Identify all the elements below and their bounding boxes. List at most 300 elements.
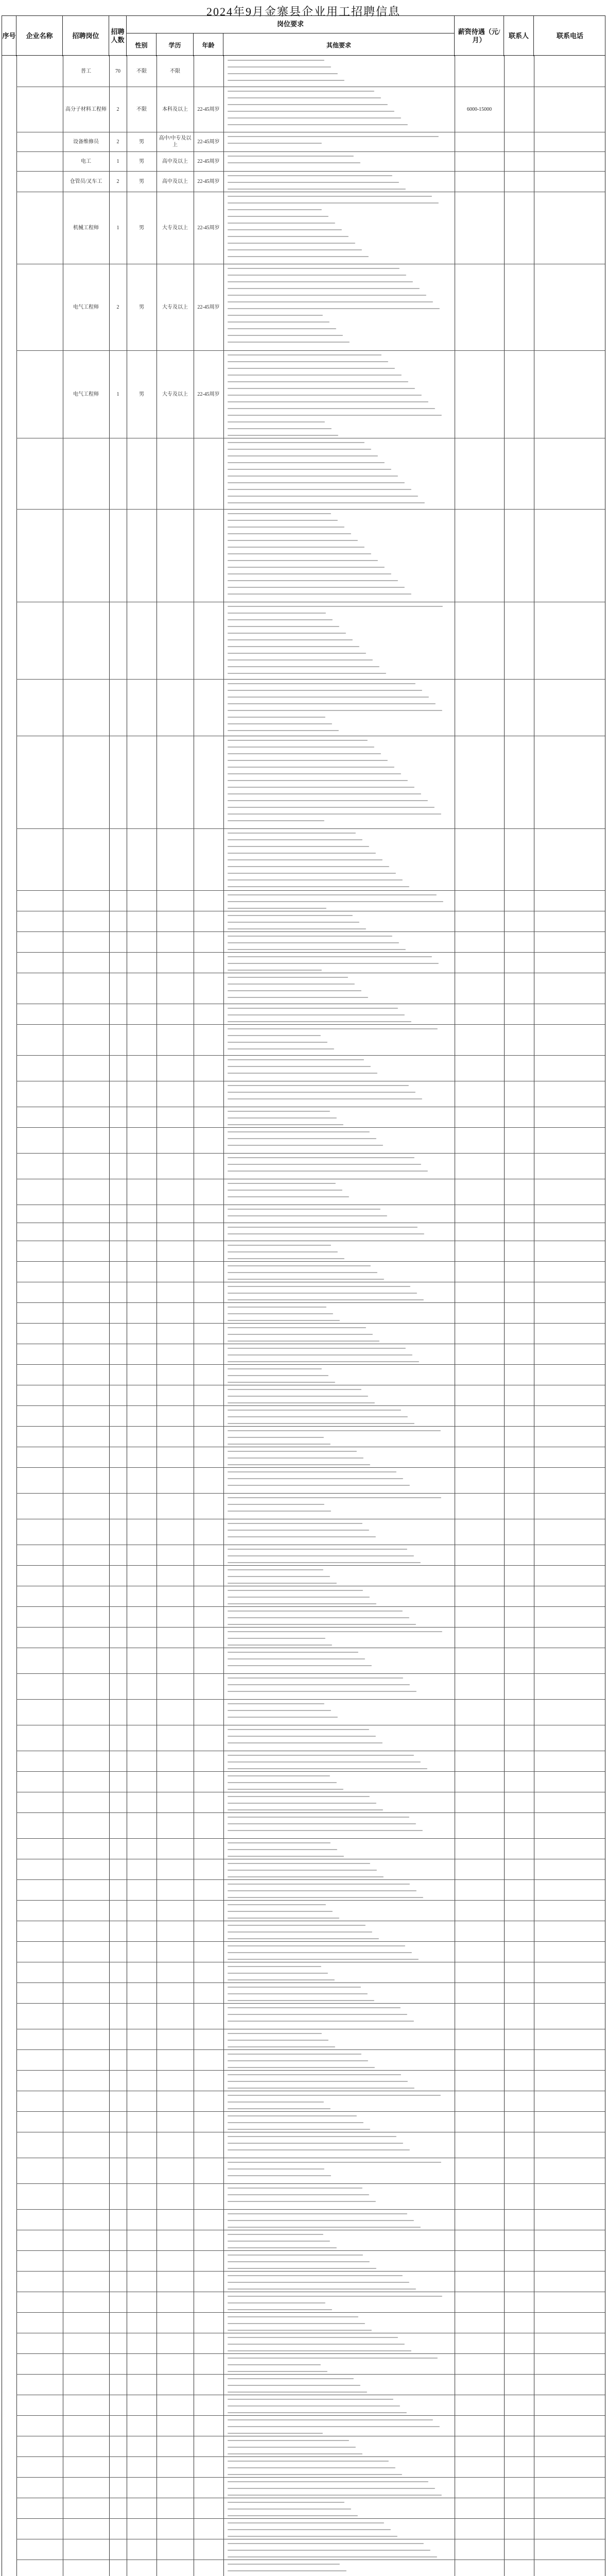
- text-stroke: [228, 587, 405, 588]
- row-divider: [16, 1699, 605, 1700]
- text-stroke: [228, 1993, 368, 1994]
- text-stroke: [228, 2344, 405, 2345]
- text-stroke: [228, 2405, 400, 2406]
- text-stroke: [228, 1863, 370, 1864]
- text-stroke: [228, 388, 415, 389]
- row-divider: [16, 1812, 605, 1813]
- text-stroke: [228, 1286, 410, 1287]
- text-stroke: [228, 814, 441, 815]
- row-divider: [16, 1127, 605, 1128]
- text-stroke: [228, 760, 388, 761]
- text-stroke: [228, 442, 365, 443]
- text-stroke: [228, 1014, 405, 1015]
- text-stroke: [228, 321, 329, 323]
- text-stroke: [228, 1775, 330, 1776]
- text-stroke: [228, 1361, 419, 1362]
- header-other: 其他要求: [223, 33, 455, 56]
- text-stroke: [228, 1742, 383, 1743]
- text-stroke: [228, 553, 371, 554]
- row-divider: [16, 1055, 605, 1056]
- table-row-position: 设备维修员: [73, 139, 99, 145]
- text-stroke: [228, 2115, 357, 2116]
- text-stroke: [228, 613, 326, 614]
- row-divider: [16, 2374, 605, 2375]
- table-row-count: 1: [116, 225, 119, 231]
- text-stroke: [228, 2399, 393, 2400]
- text-stroke: [228, 476, 398, 477]
- text-stroke: [228, 2122, 363, 2123]
- table-row-education: 不限: [170, 68, 180, 74]
- text-stroke: [228, 1931, 372, 1933]
- text-stroke: [228, 2194, 369, 2195]
- text-stroke: [228, 1652, 358, 1653]
- text-stroke: [228, 633, 346, 634]
- text-stroke: [228, 2234, 323, 2235]
- text-stroke: [228, 1842, 331, 1843]
- text-stroke: [228, 1478, 403, 1479]
- text-stroke: [228, 2453, 362, 2454]
- text-stroke: [228, 1569, 323, 1570]
- text-stroke: [228, 2289, 416, 2290]
- text-stroke: [228, 381, 408, 382]
- text-stroke: [228, 1617, 409, 1618]
- table-row-education: 大专及以上: [162, 225, 188, 231]
- table-row-position: 电工: [81, 158, 91, 164]
- text-stroke: [228, 1451, 357, 1452]
- text-stroke: [228, 2522, 384, 2523]
- text-stroke: [228, 2129, 370, 2130]
- text-stroke: [228, 1530, 369, 1531]
- text-stroke: [228, 209, 322, 210]
- text-stroke: [228, 970, 322, 971]
- text-stroke: [228, 1348, 406, 1349]
- text-stroke: [228, 1782, 337, 1783]
- text-stroke: [228, 820, 324, 821]
- text-stroke: [228, 673, 386, 674]
- text-stroke: [228, 928, 366, 929]
- text-stroke: [228, 646, 359, 647]
- header-position: 招聘岗位: [63, 16, 109, 56]
- text-stroke: [228, 1233, 424, 1234]
- row-divider: [16, 2070, 605, 2071]
- text-stroke: [228, 527, 344, 528]
- text-stroke: [228, 236, 349, 237]
- row-divider: [16, 1364, 605, 1365]
- text-stroke: [228, 1437, 324, 1438]
- text-stroke: [228, 1098, 422, 1099]
- text-stroke: [228, 1423, 414, 1424]
- text-stroke: [228, 619, 333, 620]
- row-divider: [16, 2353, 605, 2354]
- text-stroke: [228, 1389, 361, 1390]
- text-stroke: [228, 2550, 430, 2551]
- table-row-position: 仓管员/叉车工: [70, 178, 102, 184]
- text-stroke: [228, 182, 399, 183]
- text-stroke: [228, 275, 406, 276]
- header-age: 年龄: [194, 33, 223, 56]
- text-stroke: [228, 2570, 346, 2571]
- row-divider: [16, 2003, 605, 2004]
- header-salary: 薪资待遇（元/月）: [455, 16, 504, 56]
- text-stroke: [228, 2515, 358, 2516]
- text-stroke: [228, 2220, 414, 2221]
- text-stroke: [228, 1111, 330, 1112]
- text-stroke: [228, 1444, 331, 1445]
- text-stroke: [228, 2316, 358, 2317]
- text-stroke: [228, 666, 379, 667]
- text-stroke: [228, 1925, 366, 1926]
- text-stroke: [228, 2392, 367, 2393]
- text-stroke: [228, 2021, 414, 2022]
- text-stroke: [228, 482, 405, 483]
- text-stroke: [228, 1028, 438, 1029]
- text-stroke: [228, 256, 369, 257]
- text-stroke: [228, 1354, 412, 1355]
- text-stroke: [228, 1590, 363, 1591]
- text-stroke: [228, 1603, 376, 1604]
- text-stroke: [228, 156, 354, 157]
- text-stroke: [228, 1710, 331, 1711]
- text-stroke: [228, 997, 368, 998]
- text-stroke: [228, 533, 351, 534]
- text-stroke: [228, 853, 376, 854]
- text-stroke: [228, 683, 415, 684]
- text-stroke: [228, 1555, 414, 1556]
- table-row-gender: 男: [139, 391, 144, 397]
- column-divider: [223, 56, 224, 2576]
- text-stroke: [228, 428, 332, 429]
- text-stroke: [228, 1320, 340, 1321]
- text-stroke: [228, 301, 433, 302]
- text-stroke: [228, 1171, 428, 1172]
- text-stroke: [228, 807, 435, 808]
- text-stroke: [228, 1265, 371, 1266]
- text-stroke: [228, 901, 443, 902]
- text-stroke: [228, 1066, 371, 1067]
- text-stroke: [228, 2536, 397, 2537]
- text-stroke: [228, 879, 403, 880]
- text-stroke: [228, 659, 373, 660]
- table-row-age: 22-45周岁: [197, 106, 220, 112]
- text-stroke: [228, 2564, 340, 2565]
- text-stroke: [228, 136, 439, 137]
- text-stroke: [228, 513, 331, 514]
- text-stroke: [228, 2074, 401, 2075]
- text-stroke: [228, 1117, 337, 1118]
- table-row-count: 1: [116, 391, 119, 397]
- text-stroke: [228, 1849, 337, 1850]
- text-stroke: [228, 1890, 417, 1891]
- text-stroke: [228, 740, 368, 741]
- text-stroke: [228, 1809, 383, 1810]
- table-row-education: 高中及以上: [162, 158, 188, 164]
- text-stroke: [228, 1918, 339, 1919]
- text-stroke: [228, 1761, 421, 1762]
- table-row-gender: 男: [139, 158, 144, 164]
- text-stroke: [228, 162, 360, 163]
- text-stroke: [228, 2108, 331, 2109]
- text-stroke: [228, 1008, 398, 1009]
- text-stroke: [228, 1796, 370, 1797]
- text-stroke: [228, 2412, 407, 2413]
- row-divider: [16, 1323, 605, 1324]
- text-stroke: [228, 91, 374, 92]
- text-stroke: [228, 1497, 441, 1498]
- text-stroke: [228, 1717, 338, 1718]
- header-contact: 联系人: [504, 16, 534, 56]
- text-stroke: [228, 2060, 368, 2061]
- text-stroke: [228, 223, 335, 224]
- text-stroke: [228, 2268, 376, 2269]
- text-stroke: [228, 1823, 416, 1824]
- text-stroke: [228, 455, 378, 456]
- text-stroke: [228, 747, 374, 748]
- text-stroke: [228, 401, 428, 402]
- text-stroke: [228, 710, 442, 711]
- text-stroke: [228, 415, 442, 416]
- table-row-salary: 6000-15000: [466, 106, 492, 112]
- text-stroke: [228, 354, 381, 355]
- text-stroke: [228, 703, 436, 704]
- row-divider: [16, 1941, 605, 1942]
- text-stroke: [228, 1511, 331, 1512]
- text-stroke: [228, 268, 400, 269]
- text-stroke: [228, 1138, 376, 1139]
- text-stroke: [228, 2261, 370, 2262]
- text-stroke: [228, 1768, 427, 1769]
- text-stroke: [228, 2241, 330, 2242]
- text-stroke: [228, 1789, 343, 1790]
- text-stroke: [228, 2168, 324, 2170]
- text-stroke: [228, 2419, 433, 2420]
- text-stroke: [228, 606, 443, 607]
- text-stroke: [228, 653, 366, 654]
- row-divider: [16, 1302, 605, 1303]
- header-requirements: 岗位要求: [127, 16, 455, 33]
- column-divider: [504, 56, 505, 2576]
- text-stroke: [228, 1042, 327, 1043]
- table-row-count: 70: [115, 68, 120, 74]
- text-stroke: [228, 2481, 428, 2482]
- text-stroke: [228, 1164, 421, 1165]
- row-divider: [16, 1879, 605, 1880]
- table-row-age: 22-45周岁: [197, 139, 220, 145]
- text-stroke: [228, 567, 385, 568]
- text-stroke: [228, 2467, 395, 2468]
- text-stroke: [228, 2247, 337, 2248]
- text-stroke: [228, 1536, 376, 1537]
- text-stroke: [228, 1703, 324, 1704]
- text-stroke: [228, 1549, 407, 1550]
- text-stroke: [228, 915, 353, 916]
- table-row-age: 22-45周岁: [197, 178, 220, 184]
- text-stroke: [228, 335, 343, 336]
- text-stroke: [228, 1987, 361, 1988]
- text-stroke: [228, 143, 322, 144]
- text-stroke: [228, 1684, 410, 1685]
- text-stroke: [228, 1145, 383, 1146]
- text-stroke: [228, 547, 365, 548]
- text-stroke: [228, 787, 414, 788]
- text-stroke: [228, 342, 350, 343]
- header-education: 学历: [157, 33, 194, 56]
- text-stroke: [228, 435, 338, 436]
- text-stroke: [228, 361, 388, 362]
- row-divider: [16, 2477, 605, 2478]
- document-title: 2024年9月金寨县企业用工招聘信息: [206, 5, 401, 18]
- row-divider: [16, 1606, 605, 1607]
- row-divider: [16, 952, 605, 953]
- text-stroke: [228, 1334, 373, 1335]
- text-stroke: [228, 2000, 374, 2001]
- table-row-gender: 男: [139, 178, 144, 184]
- text-stroke: [228, 1190, 342, 1191]
- table-row-age: 22-45周岁: [197, 158, 220, 164]
- text-stroke: [228, 1227, 418, 1228]
- text-stroke: [228, 2014, 407, 2015]
- text-stroke: [228, 990, 361, 991]
- row-divider: [16, 1627, 605, 1628]
- text-stroke: [228, 1157, 414, 1158]
- row-divider: [16, 828, 605, 829]
- text-stroke: [228, 1307, 326, 1308]
- table-row-education: 高中及以上: [162, 178, 188, 184]
- text-stroke: [228, 117, 401, 118]
- text-stroke: [228, 1085, 409, 1086]
- row-divider: [16, 1673, 605, 1674]
- row-divider: [16, 151, 605, 152]
- text-stroke: [228, 315, 323, 316]
- text-stroke: [228, 196, 432, 197]
- text-stroke: [228, 626, 339, 627]
- text-stroke: [228, 1430, 441, 1431]
- text-stroke: [228, 2495, 442, 2496]
- row-divider: [16, 679, 605, 680]
- row-divider: [16, 2183, 605, 2184]
- text-stroke: [228, 1645, 332, 1646]
- table-row-position: 机械工程师: [73, 225, 99, 231]
- text-stroke: [228, 717, 325, 718]
- text-stroke: [228, 1073, 377, 1074]
- text-stroke: [228, 2371, 327, 2372]
- text-stroke: [228, 1021, 411, 1022]
- text-stroke: [228, 1576, 330, 1577]
- table-row-education: 大专及以上: [162, 304, 188, 310]
- text-stroke: [228, 66, 331, 67]
- text-stroke: [228, 730, 339, 731]
- text-stroke: [228, 540, 358, 541]
- text-stroke: [228, 573, 391, 574]
- text-stroke: [228, 2426, 440, 2427]
- header-phone: 联系电话: [556, 31, 583, 40]
- text-stroke: [228, 753, 381, 754]
- text-stroke: [228, 2054, 361, 2055]
- text-stroke: [228, 1876, 384, 1877]
- header-index: 序号: [2, 16, 16, 56]
- text-stroke: [228, 2337, 398, 2338]
- text-stroke: [228, 1458, 363, 1459]
- text-stroke: [228, 2378, 354, 2379]
- text-stroke: [228, 1504, 324, 1505]
- text-stroke: [228, 873, 396, 874]
- text-stroke: [228, 2323, 365, 2324]
- text-stroke: [228, 594, 411, 595]
- text-stroke: [228, 2067, 375, 2068]
- row-divider: [16, 509, 605, 510]
- table-header: [2, 15, 605, 56]
- text-stroke: [228, 1638, 325, 1639]
- text-stroke: [228, 1375, 328, 1376]
- row-divider: [16, 1900, 605, 1901]
- text-stroke: [228, 97, 381, 98]
- text-stroke: [228, 1817, 409, 1818]
- text-stroke: [228, 1396, 368, 1397]
- table-row-count: 2: [116, 139, 119, 145]
- table-row-age: 22-45周岁: [197, 304, 220, 310]
- text-stroke: [228, 462, 385, 463]
- text-stroke: [228, 1485, 410, 1486]
- text-stroke: [228, 1729, 369, 1730]
- row-divider: [16, 1565, 605, 1566]
- text-stroke: [228, 288, 420, 289]
- row-divider: [16, 2209, 605, 2210]
- text-stroke: [228, 2474, 402, 2475]
- text-stroke: [228, 1416, 408, 1417]
- text-stroke: [228, 2175, 331, 2176]
- text-stroke: [228, 1215, 387, 1216]
- table-row-age: 22-45周岁: [197, 225, 220, 231]
- text-stroke: [228, 690, 422, 691]
- table-row-gender: 男: [139, 225, 144, 231]
- text-stroke: [228, 60, 324, 61]
- text-stroke: [228, 328, 336, 329]
- text-stroke: [228, 1904, 326, 1905]
- text-stroke: [228, 894, 437, 895]
- table-row-position: 电气工程师: [73, 304, 99, 310]
- text-stroke: [228, 368, 395, 369]
- text-stroke: [228, 2143, 403, 2144]
- text-stroke: [228, 1624, 416, 1625]
- text-stroke: [228, 1245, 331, 1246]
- text-stroke: [228, 1327, 366, 1328]
- text-stroke: [228, 1677, 403, 1679]
- text-stroke: [228, 1583, 337, 1584]
- text-stroke: [228, 1755, 414, 1756]
- text-stroke: [228, 1611, 403, 1612]
- text-stroke: [228, 111, 394, 112]
- text-stroke: [228, 2201, 376, 2202]
- text-stroke: [228, 1979, 335, 1980]
- text-stroke: [228, 2440, 349, 2441]
- text-stroke: [228, 175, 392, 176]
- text-stroke: [228, 2095, 441, 2096]
- text-stroke: [228, 1911, 333, 1912]
- header-company: 企业名称: [16, 16, 63, 56]
- table-row-education: 本科及以上: [162, 106, 188, 112]
- text-stroke: [228, 1059, 364, 1060]
- table-row-education: 高中/中专及以上: [159, 135, 192, 148]
- table-row-position: 高分子材料工程师: [65, 106, 107, 112]
- text-stroke: [228, 2302, 325, 2303]
- text-stroke: [228, 2509, 351, 2510]
- text-stroke: [228, 1736, 376, 1737]
- row-divider: [16, 2271, 605, 2272]
- table-row-position: 普工: [81, 68, 91, 74]
- text-stroke: [228, 1279, 384, 1280]
- text-stroke: [228, 308, 440, 309]
- text-stroke: [228, 833, 356, 834]
- text-stroke: [228, 846, 369, 847]
